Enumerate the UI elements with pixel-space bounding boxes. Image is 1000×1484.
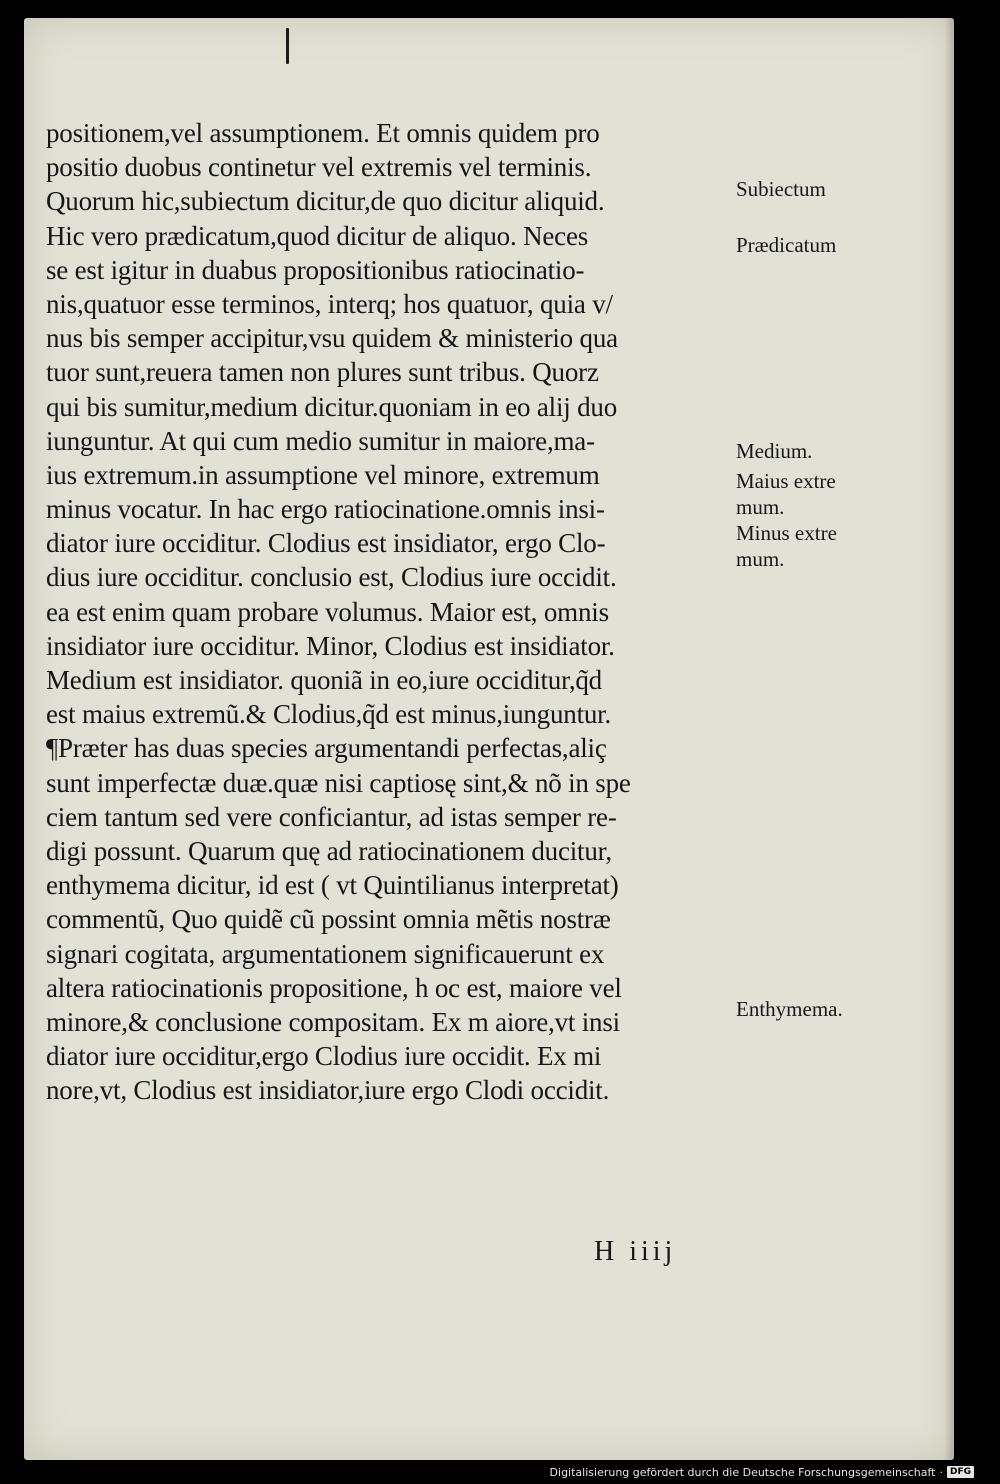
text-line: insidiator iure occiditur. Minor, Clodius est insidiator. (46, 630, 615, 661)
text-line: altera ratiocinationis propositione, h oc est, maiore vel (46, 972, 622, 1003)
text-line: Hic vero prædicatum,quod dicitur de aliquo. Neces (46, 220, 589, 251)
text-line: enthymema dicitur, id est ( vt Quintilianus interpretat) (46, 870, 619, 901)
text-line: ¶Præter has duas species argumentandi perfectas,aliç (46, 733, 607, 764)
margin-note-subiectum: Subiectum (736, 177, 826, 201)
text-line: est maius extremũ.& Clodius,q̃d est minus,iunguntur. (46, 699, 612, 730)
margin-note-maius-1: Maius extre (736, 469, 836, 493)
text-line: diator iure occiditur,ergo Clodius iure occidit. Ex mi (46, 1041, 602, 1072)
margin-note-praedicatum: Prædicatum (736, 233, 837, 257)
page-edge-shadow (944, 18, 954, 1460)
text-line: positionem,vel assumptionem. Et omnis quidem pro (46, 118, 600, 148)
book-page (24, 18, 954, 1460)
footer-separator: · (939, 1465, 943, 1479)
margin-note-minus-1: Minus extre (736, 521, 837, 545)
text-line: positio duobus continetur vel extremis vel terminis. (46, 152, 592, 183)
footer (550, 1464, 974, 1480)
text-line: ciem tantum sed vere conficiantur, ad istas semper re- (46, 801, 617, 832)
text-line: iunguntur. At qui cum medio sumitur in maiore,ma- (46, 425, 595, 456)
text-line: diator iure occiditur. Clodius est insidiator, ergo Clo- (46, 528, 606, 559)
ink-mark (286, 28, 289, 64)
text-line: se est igitur in duabus propositionibus ratiocinatio- (46, 254, 585, 285)
margin-note-enthymema: Enthymema. (736, 997, 843, 1021)
text-line: minore,& conclusione compositam. Ex m aiore,vt insi (46, 1006, 620, 1037)
text-line: ius extremum.in assumptione vel minore, extremum (46, 459, 600, 490)
dfg-logo-icon: DFG (947, 1466, 974, 1478)
text-line: signari cogitata, argumentationem significauerunt ex (46, 938, 605, 969)
footer-credit: Digitalisierung gefördert durch die Deutsche Forschungsgemeinschaft (549, 1465, 936, 1479)
text-line: nore,vt, Clodius est insidiator,iure ergo Clodi occidit. (46, 1075, 610, 1106)
signature-mark: H iiij (594, 1236, 677, 1267)
text-line: Quorum hic,subiectum dicitur,de quo dicitur aliquid. (46, 186, 605, 217)
text-line: tuor sunt,reuera tamen non plures sunt tribus. Quorz (46, 357, 599, 388)
text-line: digi possunt. Quarum quę ad ratiocinationem ducitur, (46, 835, 612, 866)
text-line: commentũ, Quo quidẽ cũ possint omnia mẽtis nostræ (46, 904, 611, 935)
text-line: ea est enim quam probare volumus. Maior est, omnis (46, 596, 609, 627)
text-line: dius iure occiditur. conclusio est, Clodius iure occidit. (46, 562, 617, 593)
text-line: sunt imperfectæ duæ.quæ nisi captiosę sint,& nõ in spe (46, 767, 631, 798)
margin-note-maius-2: mum. (736, 495, 785, 519)
text-line: qui bis sumitur,medium dicitur.quoniam in eo alij duo (46, 391, 618, 422)
margin-note-medium: Medium. (736, 439, 813, 463)
body-text (46, 116, 746, 1107)
text-line: minus vocatur. In hac ergo ratiocinatione.omnis insi- (46, 494, 605, 525)
margin-note-minus-2: mum. (736, 547, 785, 571)
text-line: Medium est insidiator. quoniã in eo,iure occiditur,q̃d (46, 665, 602, 695)
text-line: nus bis semper accipitur,vsu quidem & ministerio qua (46, 323, 618, 354)
text-line: nis,quatuor esse terminos, interq; hos quatuor, quia v/ (46, 288, 613, 319)
